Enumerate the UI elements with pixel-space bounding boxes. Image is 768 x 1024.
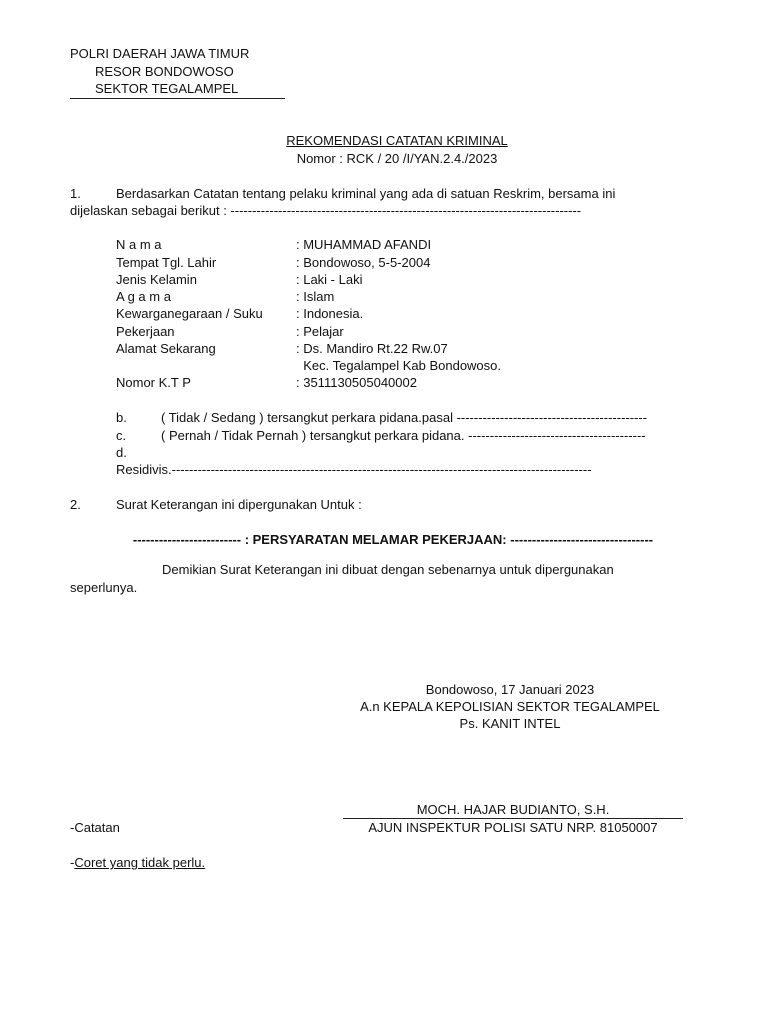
identity-value: : Islam: [296, 289, 335, 304]
identity-label: Pekerjaan: [116, 324, 175, 339]
identity-label: Jenis Kelamin: [116, 272, 197, 287]
identity-label: Alamat Sekarang: [116, 341, 216, 356]
signature-on-behalf: A.n KEPALA KEPOLISIAN SEKTOR TEGALAMPEL: [360, 699, 660, 714]
identity-value: : Bondowoso, 5-5-2004: [296, 255, 431, 270]
header-line-3: SEKTOR TEGALAMPEL: [95, 81, 239, 96]
para1-line2: dijelaskan sebagai berikut : ---------------------------------------------------------------------------------: [70, 203, 582, 218]
title-number: Nomor : RCK / 20 /I/YAN.2.4./2023: [296, 151, 498, 166]
closing-line-2: seperlunya.: [70, 580, 138, 595]
identity-label: Kewarganegaraan / Suku: [116, 306, 263, 321]
signature-place-date: Bondowoso, 17 Januari 2023: [425, 682, 595, 697]
item-c-text: ( Pernah / Tidak Pernah ) tersangkut perkara pidana. -----------------------------------------: [161, 428, 646, 443]
para1-line1: Berdasarkan Catatan tentang pelaku kriminal yang ada di satuan Reskrim, bersama ini: [116, 186, 616, 201]
item-d-text: Residivis.-------------------------------------------------------------------------------------------------: [116, 462, 592, 477]
para2-text: Surat Keterangan ini dipergunakan Untuk :: [116, 497, 362, 512]
header-line-2: RESOR BONDOWOSO: [95, 64, 234, 79]
item-d-letter: d.: [116, 445, 127, 460]
header-underline: [70, 98, 285, 99]
para2-number: 2.: [70, 497, 81, 512]
identity-value: Kec. Tegalampel Kab Bondowoso.: [296, 358, 502, 373]
signature-position: Ps. KANIT INTEL: [459, 716, 561, 731]
identity-value: : Pelajar: [296, 324, 344, 339]
title-heading: REKOMENDASI CATATAN KRIMINAL: [286, 133, 508, 148]
identity-value: : Indonesia.: [296, 306, 364, 321]
identity-label: N a m a: [116, 237, 162, 252]
identity-label: Tempat Tgl. Lahir: [116, 255, 217, 270]
note-item: [70, 855, 205, 871]
identity-value: : Laki - Laki: [296, 272, 363, 287]
item-b-letter: b.: [116, 410, 127, 425]
note-dash: -: [70, 855, 75, 870]
identity-label: Nomor K.T P: [116, 375, 191, 390]
item-c-letter: c.: [116, 428, 127, 443]
para1-number: 1.: [70, 186, 81, 201]
identity-value: : 3511130505040002: [296, 375, 417, 390]
notes-label: -Catatan: [70, 820, 120, 835]
identity-value: : MUHAMMAD AFANDI: [296, 237, 432, 252]
closing-line-1: Demikian Surat Keterangan ini dibuat dengan sebenarnya untuk dipergunakan: [162, 562, 614, 577]
signature-line: [343, 818, 683, 819]
note-text: Coret yang tidak perlu.: [74, 855, 206, 870]
purpose-line: ------------------------- : PERSYARATAN MELAMAR PEKERJAAN: ---------------------------------: [132, 532, 654, 547]
signatory-name: MOCH. HAJAR BUDIANTO, S.H.: [416, 802, 610, 817]
identity-value: : Ds. Mandiro Rt.22 Rw.07: [296, 341, 448, 356]
signatory-rank: AJUN INSPEKTUR POLISI SATU NRP. 81050007: [368, 820, 658, 835]
item-b-text: ( Tidak / Sedang ) tersangkut perkara pidana.pasal --------------------------------------------: [161, 410, 648, 425]
identity-label: A g a m a: [116, 289, 171, 304]
header-line-1: POLRI DAERAH JAWA TIMUR: [70, 46, 250, 61]
